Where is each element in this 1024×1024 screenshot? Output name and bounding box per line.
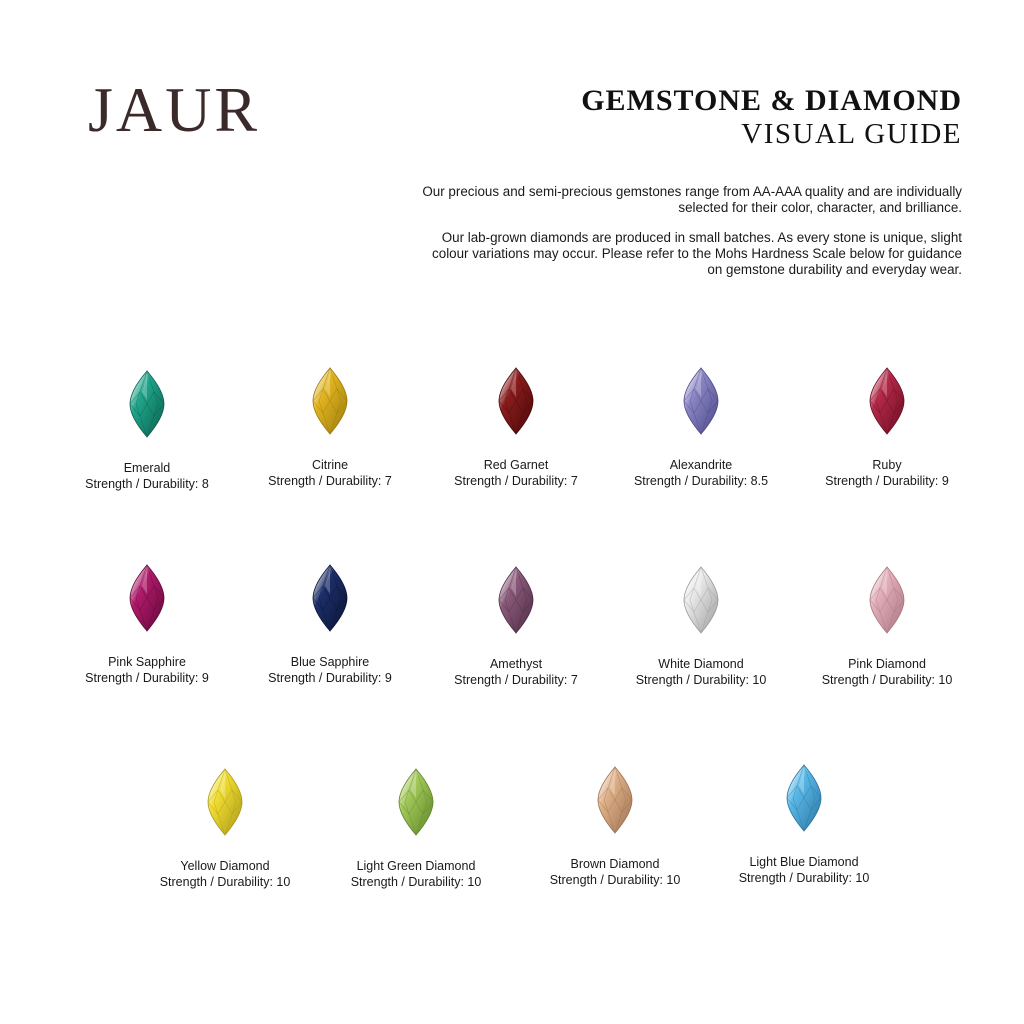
gem-name: Yellow Diamond	[180, 859, 270, 873]
intro-text	[422, 184, 962, 292]
gem-name: Ruby	[872, 458, 902, 472]
gem-strength: Strength / Durability: 7	[454, 673, 578, 687]
gem-name: Pink Diamond	[848, 657, 926, 671]
marquise-gem-icon	[128, 370, 166, 438]
marquise-gem-icon	[311, 367, 349, 435]
gem-card-light-green-diamond	[321, 768, 511, 890]
gem-strength: Strength / Durability: 8.5	[633, 474, 769, 488]
gem-card-brown-diamond	[520, 766, 710, 888]
gem-card-citrine	[235, 367, 425, 489]
gem-strength: Strength / Durability: 10	[821, 673, 953, 687]
gem-name: Blue Sapphire	[290, 655, 370, 669]
brand-logo: JAUR	[88, 74, 261, 145]
gem-strength: Strength / Durability: 9	[85, 671, 209, 685]
gem-strength: Strength / Durability: 9	[268, 671, 392, 685]
gem-name: Light Green Diamond	[356, 859, 476, 873]
gem-name: Pink Sapphire	[108, 655, 186, 669]
gem-card-pink-sapphire	[52, 564, 242, 686]
page-subtitle: VISUAL GUIDE	[741, 118, 962, 150]
gem-name: Light Blue Diamond	[749, 855, 859, 869]
page-title: GEMSTONE & DIAMOND	[581, 84, 962, 117]
gem-card-red-garnet	[421, 367, 611, 489]
gem-strength: Strength / Durability: 8	[85, 477, 209, 491]
marquise-gem-icon	[206, 768, 244, 836]
marquise-gem-icon	[497, 566, 535, 634]
marquise-gem-icon	[785, 764, 823, 832]
gem-card-pink-diamond	[792, 566, 982, 688]
gem-card-yellow-diamond	[130, 768, 320, 890]
gem-card-light-blue-diamond	[709, 764, 899, 886]
marquise-gem-icon	[128, 564, 166, 632]
gem-name: Emerald	[123, 461, 171, 475]
intro-paragraph-lab-grown: Our lab-grown diamonds are produced in small batches. As every stone is unique, slight colour variations may occur. Please refer to the Mohs Hardness Scale below for guidance on gemstone durability and everyday wear.	[432, 230, 962, 277]
gem-card-emerald	[52, 370, 242, 492]
marquise-gem-icon	[682, 367, 720, 435]
gem-name: Citrine	[311, 458, 349, 472]
gem-strength: Strength / Durability: 10	[738, 871, 870, 885]
title-block	[581, 84, 962, 152]
gem-strength: Strength / Durability: 10	[549, 873, 681, 887]
gem-name: Amethyst	[489, 657, 543, 671]
gem-name: White Diamond	[658, 657, 744, 671]
marquise-gem-icon	[682, 566, 720, 634]
marquise-gem-icon	[868, 367, 906, 435]
gem-name: Alexandrite	[669, 458, 733, 472]
marquise-gem-icon	[868, 566, 906, 634]
gem-strength: Strength / Durability: 7	[454, 474, 578, 488]
gem-card-ruby	[792, 367, 982, 489]
marquise-gem-icon	[596, 766, 634, 834]
gem-name: Brown Diamond	[570, 857, 660, 871]
gem-strength: Strength / Durability: 10	[350, 875, 482, 889]
gem-name: Red Garnet	[483, 458, 549, 472]
gem-card-alexandrite	[606, 367, 796, 489]
marquise-gem-icon	[311, 564, 349, 632]
gem-card-white-diamond	[606, 566, 796, 688]
gem-strength: Strength / Durability: 10	[635, 673, 767, 687]
gem-card-blue-sapphire	[235, 564, 425, 686]
intro-paragraph-quality: Our precious and semi-precious gemstones range from AA-AAA quality and are individually selected for their color, character, and brilliance.	[422, 184, 962, 215]
gem-card-amethyst	[421, 566, 611, 688]
gem-strength: Strength / Durability: 10	[159, 875, 291, 889]
marquise-gem-icon	[497, 367, 535, 435]
gem-strength: Strength / Durability: 9	[825, 474, 949, 488]
gem-strength: Strength / Durability: 7	[268, 474, 392, 488]
marquise-gem-icon	[397, 768, 435, 836]
